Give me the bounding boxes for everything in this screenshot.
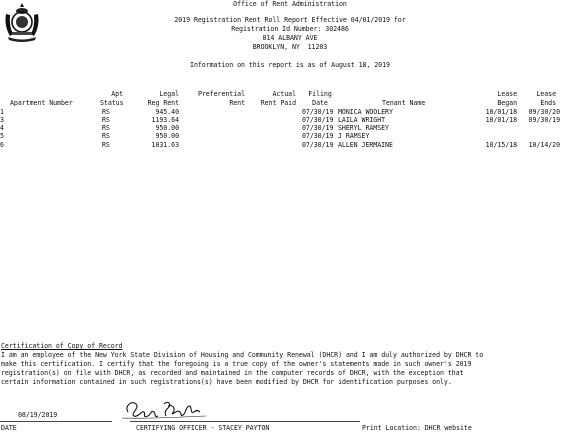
report-title: 2019 Registration Rent Roll Report Effective 04/01/2019 for: [174, 16, 406, 24]
cell-tenant: J RAMSEY: [338, 132, 370, 140]
col-apt-status: Status: [100, 99, 124, 107]
cell-status: RS: [102, 124, 110, 132]
cell-apartment: 5: [0, 132, 4, 140]
cell-apartment: 1: [0, 108, 4, 116]
col-apartment-number: Apartment Number: [10, 99, 73, 107]
cell-status: RS: [102, 141, 110, 149]
col-legal-line1: Legal: [159, 90, 179, 98]
cell-legal-rent: 950.00: [155, 132, 179, 140]
cell-lease-began: 10/01/18: [485, 116, 517, 124]
certification-line-1: I am an employee of the New York State Division of Housing and Community Renewal (DHCR) and I am duly authorized by DHCR to: [1, 351, 484, 359]
signature: [120, 392, 210, 422]
cell-tenant: ALLEN JERMAINE: [338, 141, 393, 149]
cell-apartment: 6: [0, 141, 4, 149]
cell-filing-date: 07/30/19: [302, 116, 334, 124]
cell-filing-date: 07/30/19: [302, 141, 334, 149]
col-pref-line1: Preferential: [197, 90, 245, 98]
cell-lease-began: 10/01/18: [485, 108, 517, 116]
col-lease-ends: Ends: [540, 99, 556, 107]
cell-status: RS: [102, 132, 110, 140]
cell-tenant: SHERYL RAMSEY: [338, 124, 389, 132]
print-location: Print Location: DHCR website: [362, 424, 472, 432]
certification-line-4: certain information contained in such registrations(s) have been modified by DHCR for identification purposes only.: [1, 378, 452, 386]
cell-lease-began: 10/15/18: [485, 141, 517, 149]
cell-apartment: 4: [0, 124, 4, 132]
cell-lease-ends: 09/30/20: [528, 108, 560, 116]
cell-legal-rent: 945.40: [155, 108, 179, 116]
cell-status: RS: [102, 116, 110, 124]
col-lease-began: Began: [497, 99, 517, 107]
certification-heading: Certification of Copy of Record: [1, 342, 123, 350]
col-preferential-rent: Rent: [229, 99, 245, 107]
cell-legal-rent: 1031.63: [151, 141, 179, 149]
cell-lease-ends: 09/30/19: [528, 116, 560, 124]
col-filing-date: Date: [312, 99, 328, 107]
col-began-line1: Lease: [497, 90, 517, 98]
cell-legal-rent: 1193.64: [151, 116, 179, 124]
col-tenant-name: Tenant Name: [382, 99, 426, 107]
address-line-2: BROOKLYN, NY 11203: [252, 43, 328, 51]
col-filing-line1: Filing: [308, 90, 332, 98]
certification-line-3: registration(s) on file with DHCR, as recorded and maintained in the computer records of DHCR, with the exception that: [1, 369, 464, 377]
certification-date: 08/19/2019: [18, 411, 58, 419]
agency-name: Office of Rent Administration: [233, 0, 347, 8]
cell-status: RS: [102, 108, 110, 116]
address-line-1: 814 ALBANY AVE: [262, 34, 318, 42]
date-label: DATE: [1, 424, 17, 432]
col-ends-line1: Lease: [536, 90, 556, 98]
col-actual-rent-paid: Rent Paid: [260, 99, 296, 107]
certifying-officer-label: CERTIFYING OFFICER - STACEY PAYTON: [136, 424, 270, 432]
cell-apartment: 3: [0, 116, 4, 124]
signature-underline: [130, 421, 360, 422]
signature-image: [120, 392, 210, 422]
cell-lease-ends: 10/14/20: [528, 141, 560, 149]
col-legal-reg-rent: Reg Rent: [147, 99, 179, 107]
cell-tenant: LAILA WRIGHT: [338, 116, 386, 124]
cell-filing-date: 07/30/19: [302, 132, 334, 140]
registration-id: Registration Id Number: 302486: [231, 25, 349, 33]
state-seal-icon: [0, 0, 44, 44]
date-underline: [0, 421, 112, 422]
col-apt-status-line1: Apt: [111, 90, 123, 98]
col-actual-line1: Actual: [272, 90, 296, 98]
certification-line-2: make this certification. I certify that the foregoing is a true copy of the owner's statements made in such owner's 2019: [1, 360, 472, 368]
cell-tenant: MONICA WOOLERY: [338, 108, 393, 116]
info-as-of: Information on this report is as of August 18, 2019: [190, 61, 390, 69]
cell-legal-rent: 950.00: [155, 124, 179, 132]
cell-filing-date: 07/30/19: [302, 108, 334, 116]
cell-filing-date: 07/30/19: [302, 124, 334, 132]
